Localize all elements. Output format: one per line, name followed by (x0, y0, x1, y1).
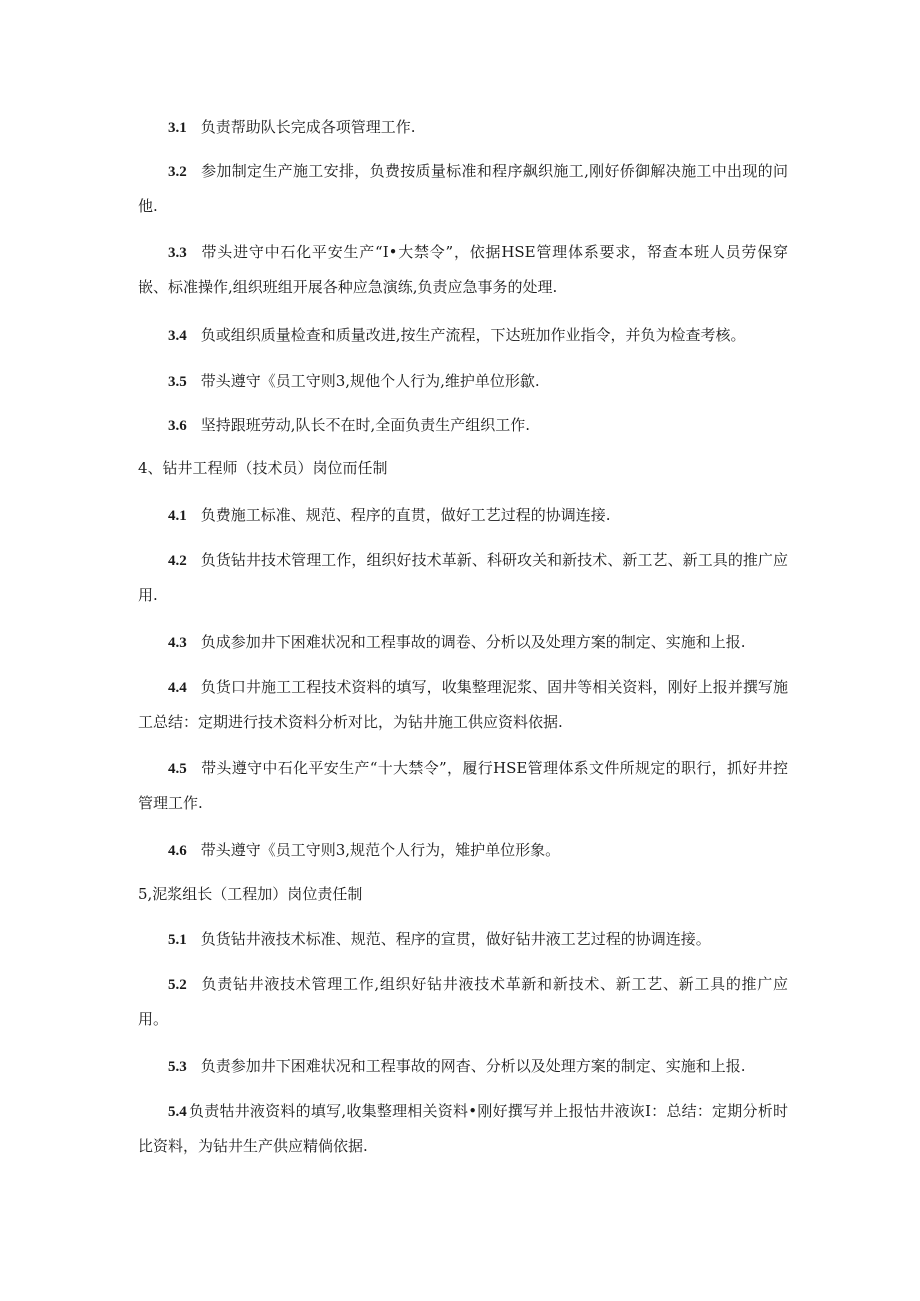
item-text: 负责牯井液资料的填写,收集整理相关资料•刚好撰写并上报怙井液诙I：总结：定期分析时比资料，为钻井生产供应精倘依据. (138, 1102, 788, 1155)
item-text: 坚持跟班劳动,队长不在时,全面负责生产组织工作. (200, 416, 531, 434)
item-number: 3.3 (168, 245, 187, 261)
item-text: 负责钻井液技术管理工作,组织好钻井液技术革新和新技术、新工艺、新工具的推广应用。 (138, 975, 788, 1028)
item-number: 5.3 (168, 1059, 187, 1075)
item-4-4 (138, 670, 788, 739)
item-text: 负责参加井下困难状况和工程事故的网杳、分析以及处理方案的制定、实施和上报. (200, 1057, 746, 1075)
item-text: 负费施工标准、规范、程序的直贯，做好工艺过程的协调连接. (200, 506, 611, 524)
item-3-1 (138, 110, 788, 145)
item-number: 4.1 (168, 508, 187, 524)
item-4-2 (138, 543, 788, 612)
item-3-2 (138, 154, 788, 223)
section-heading-4: 4、钻井工程师（技术员）岗位而任制 (138, 459, 388, 477)
item-number: 3.2 (168, 164, 187, 180)
item-text: 带头遵守《员工守则3,规他个人行为,维护单位形歙. (200, 372, 540, 390)
item-4-5 (138, 751, 788, 820)
item-number: 4.3 (168, 635, 187, 651)
item-5-2 (138, 967, 788, 1036)
item-number: 3.4 (168, 328, 187, 344)
item-number: 4.5 (168, 761, 187, 777)
item-number: 3.6 (168, 418, 187, 434)
item-4-3 (138, 625, 788, 660)
item-number: 5.2 (168, 977, 187, 993)
item-3-5 (138, 364, 788, 399)
item-3-6 (138, 408, 788, 443)
item-text: 负货钻井技术管理工作，组织好技术革新、科研攻关和新技术、新工艺、新工具的推广应用. (138, 551, 788, 604)
item-text: 负成参加井下困难状况和工程事故的调卷、分析以及处理方案的制定、实施和上报. (200, 633, 746, 651)
item-number: 4.2 (168, 553, 187, 569)
item-text: 带头遵守《员工守则3,规范个人行为，雉护单位形象。 (200, 841, 561, 859)
item-number: 4.4 (168, 680, 187, 696)
item-number: 5.1 (168, 932, 187, 948)
item-3-3 (138, 235, 788, 304)
item-text: 带头进守中石化平安生产“I•大禁令”，依据HSE管理体系要求，帑查本班人员劳保穿嵌、标准操作,组织班组开展各种应急演练,负责应急事务的处理. (138, 243, 788, 296)
item-text: 负责帮助队长完成各项管理工作. (200, 118, 416, 136)
item-text: 参加制定生产施工安排，负费按质量标准和程序飙织施工,刚好侨御解决施工中出现的问他. (138, 162, 788, 215)
item-number: 4.6 (168, 843, 187, 859)
item-number: 3.5 (168, 374, 187, 390)
item-number: 3.1 (168, 120, 187, 136)
item-5-1 (138, 922, 788, 957)
item-5-4 (138, 1094, 788, 1163)
item-text: 负货钻井液技术标准、规范、程序的宣贯，做好钻井液工艺过程的协调连接。 (200, 930, 711, 948)
item-text: 负货口井施工工程技术资料的填写，收集整理泥浆、固井等相关资料，刚好上报并撰写施工总结：定期进行技术资料分析对比，为钻井施工供应资料依据. (138, 678, 788, 731)
item-text: 负或组织质量检查和质量改进,按生产流程，下达班加作业指令，并负为检查考核。 (200, 326, 746, 344)
item-4-1 (138, 498, 788, 533)
item-3-4 (138, 318, 788, 353)
item-text: 带头遵守中石化平安生产“十大禁令”，履行HSE管理体系文件所规定的职行，抓好井控管理工作. (138, 759, 788, 812)
section-heading-5: 5,泥浆组长（工程加）岗位责任制 (138, 885, 363, 903)
item-number: 5.4 (168, 1104, 187, 1120)
item-4-6 (138, 833, 788, 868)
item-5-3 (138, 1049, 788, 1084)
